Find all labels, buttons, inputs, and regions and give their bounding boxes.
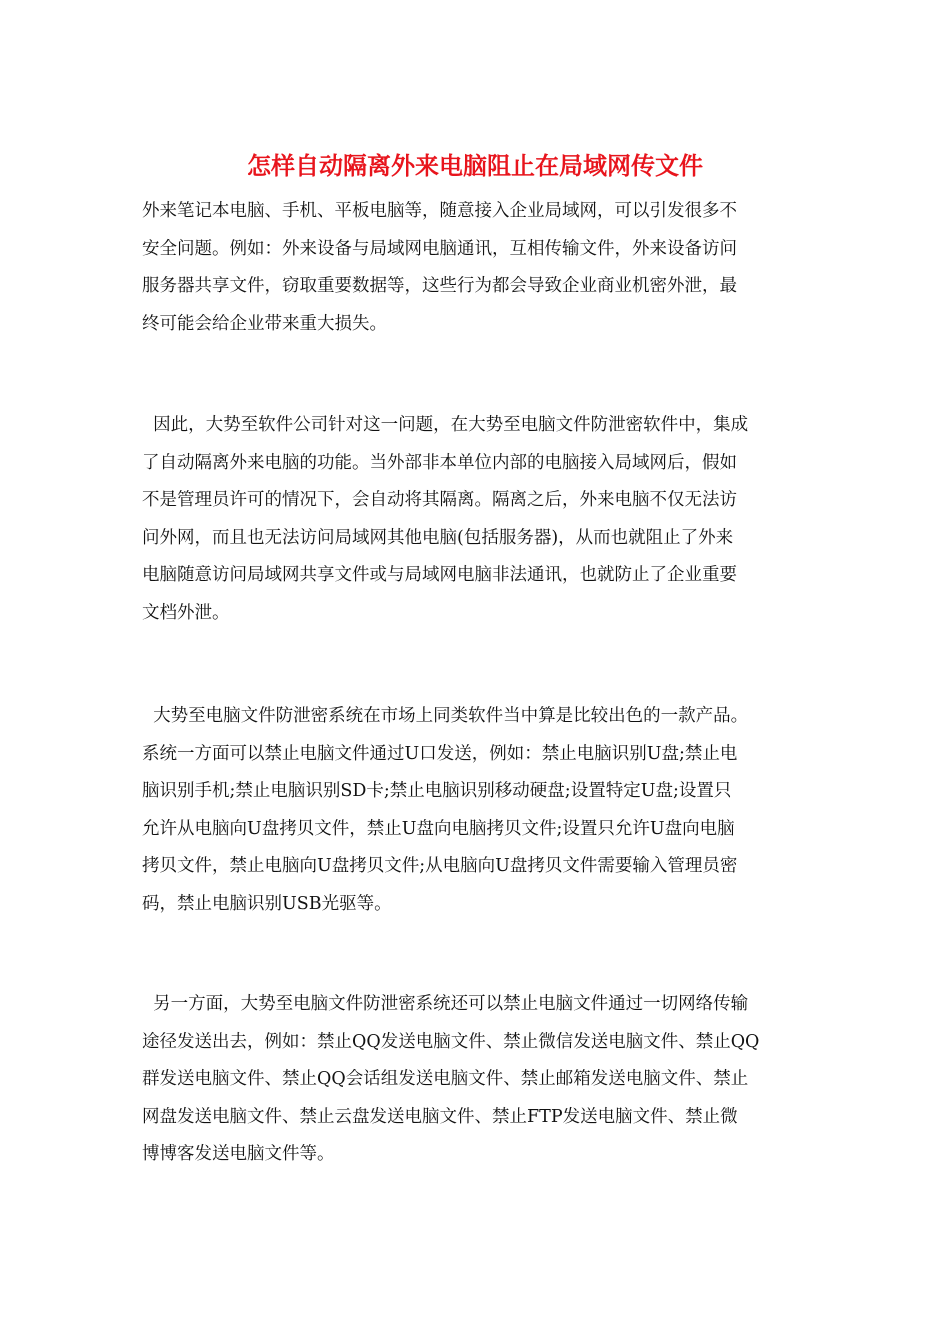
paragraph-line: 终可能会给企业带来重大损失。 (142, 313, 387, 334)
paragraph-line: 安全问题。例如：外来设备与局域网电脑通讯，互相传输文件，外来设备访问 (142, 238, 737, 259)
paragraph-line: 网盘发送电脑文件、禁止云盘发送电脑文件、禁止FTP发送电脑文件、禁止微 (142, 1106, 738, 1127)
paragraph-line: 服务器共享文件，窃取重要数据等，这些行为都会导致企业商业机密外泄，最 (142, 276, 737, 296)
paragraph-line: 另一方面，大势至电脑文件防泄密系统还可以禁止电脑文件通过一切网络传输 (142, 994, 749, 1014)
paragraph-line: 码，禁止电脑识别USB光驱等。 (142, 893, 392, 914)
document-title: 怎样自动隔离外来电脑阻止在局域网传文件 (247, 151, 703, 180)
paragraph-intro (142, 193, 814, 343)
paragraph-line: 允许从电脑向U盘拷贝文件，禁止U盘向电脑拷贝文件;设置只允许U盘向电脑 (142, 818, 735, 839)
paragraph-line: 了自动隔离外来电脑的功能。当外部非本单位内部的电脑接入局域网后，假如 (142, 452, 737, 473)
paragraph-line: 因此，大势至软件公司针对这一问题，在大势至电脑文件防泄密软件中，集成 (142, 415, 749, 435)
paragraph-line: 系统一方面可以禁止电脑文件通过U口发送，例如：禁止电脑识别U盘;禁止电 (142, 743, 738, 764)
paragraph-line: 不是管理员许可的情况下，会自动将其隔离。隔离之后，外来电脑不仅无法访 (142, 490, 737, 510)
paragraph-line: 问外网，而且也无法访问局域网其他电脑(包括服务器)，从而也就阻止了外来 (142, 527, 734, 548)
paragraph-line: 群发送电脑文件、禁止QQ会话组发送电脑文件、禁止邮箱发送电脑文件、禁止 (142, 1069, 749, 1089)
paragraph-network-control (142, 986, 814, 1174)
paragraph-line: 大势至电脑文件防泄密系统在市场上同类软件当中算是比较出色的一款产品。 (142, 706, 749, 726)
paragraph-line: 电脑随意访问局域网共享文件或与局域网电脑非法通讯，也就防止了企业重要 (142, 565, 737, 585)
paragraph-line: 途径发送出去，例如：禁止QQ发送电脑文件、禁止微信发送电脑文件、禁止QQ (142, 1031, 760, 1052)
paragraph-line: 文档外泄。 (142, 602, 230, 623)
paragraph-line: 脑识别手机;禁止电脑识别SD卡;禁止电脑识别移动硬盘;设置特定U盘;设置只 (142, 781, 732, 801)
paragraph-line: 外来笔记本电脑、手机、平板电脑等，随意接入企业局域网，可以引发很多不 (142, 201, 737, 221)
paragraph-usb-control (142, 698, 814, 923)
paragraph-isolation (142, 407, 814, 632)
paragraph-line: 博博客发送电脑文件等。 (142, 1144, 335, 1164)
paragraph-line: 拷贝文件，禁止电脑向U盘拷贝文件;从电脑向U盘拷贝文件需要输入管理员密 (142, 856, 738, 876)
